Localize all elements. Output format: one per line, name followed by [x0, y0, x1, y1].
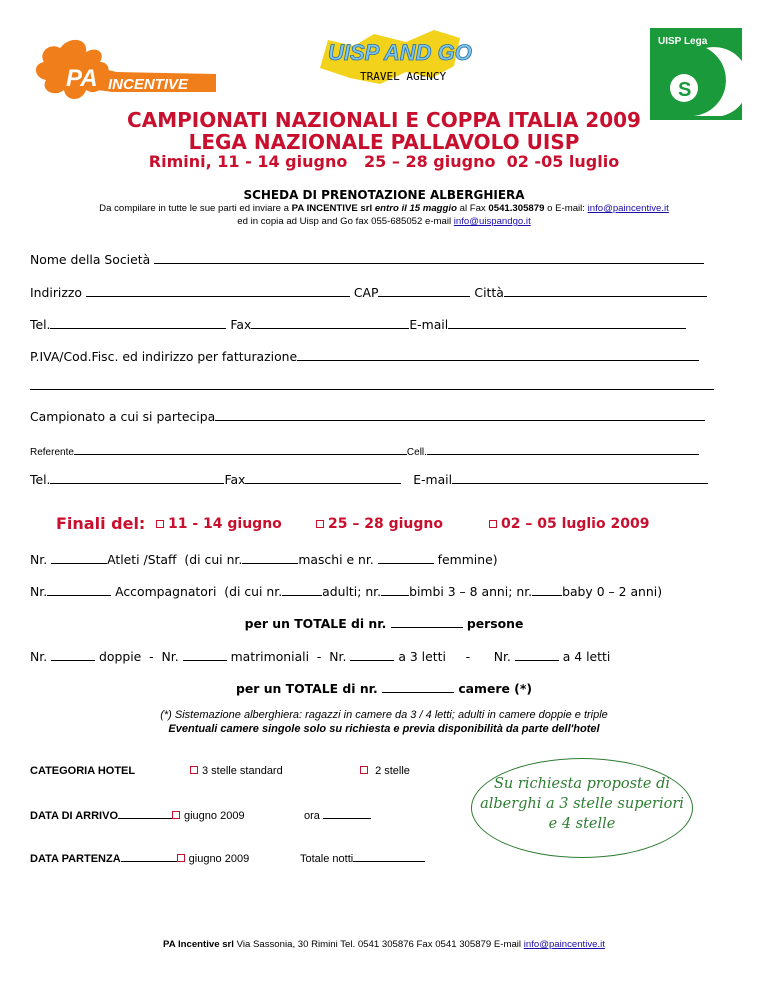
title-dates: Rimini, 11 - 14 giugno 25 – 28 giugno 02 -05 luglio [148, 152, 620, 171]
piva-field[interactable] [297, 348, 699, 361]
svg-text:UISP AND GO: UISP AND GO [328, 40, 472, 65]
uisp-and-go-logo [314, 24, 472, 94]
checkbox-icon[interactable] [172, 811, 180, 819]
campionato-field[interactable] [215, 408, 705, 421]
svg-text:UISP Lega: UISP Lega [658, 36, 708, 47]
title-line2: LEGA NAZIONALE PALLAVOLO UISP [188, 130, 580, 154]
campionato-row: Campionato a cui si partecipa [30, 408, 705, 424]
checkbox-icon[interactable] [489, 520, 497, 528]
uisp-lega-pallavolo-logo [650, 28, 747, 120]
indirizzo-field[interactable] [86, 284, 350, 297]
svg-text:Pallavolo: Pallavolo [722, 64, 747, 98]
accompagnatori-row: Nr. Accompagnatori (di cui nr. adulti; nr. bimbi 3 – 8 anni; nr. baby 0 – 2 anni) [30, 584, 663, 599]
cap-field[interactable] [378, 284, 470, 297]
giorno-partenza-field[interactable] [121, 851, 177, 862]
maschi-field[interactable] [242, 551, 298, 564]
finali-label: Finali del: [56, 514, 146, 533]
tel2-field[interactable] [50, 471, 224, 484]
finali-row [0, 514, 768, 538]
proposte-text: Su richiesta proposte di alberghi a 3 stelle superiori e 4 stelle [480, 776, 684, 832]
finali-option-2[interactable]: 25 – 28 giugno [316, 516, 443, 532]
checkbox-icon[interactable] [190, 766, 198, 774]
atleti-count-field[interactable] [51, 551, 107, 564]
ora-arrivo-field[interactable] [323, 808, 371, 819]
accompagnatori-count-field[interactable] [47, 583, 111, 596]
baby-field[interactable] [532, 583, 562, 596]
svg-text:PA: PA [66, 65, 98, 92]
checkbox-icon[interactable] [156, 520, 164, 528]
finali-option-3[interactable]: 02 – 05 luglio 2009 [489, 516, 649, 532]
fax-field[interactable] [251, 316, 409, 329]
footer: PA Incentive srl Via Sassonia, 30 Rimini Tel. 0541 305876 Fax 0541 305879 E-mail info@paincentive.it [163, 939, 605, 950]
svg-text:TRAVEL AGENCY: TRAVEL AGENCY [360, 70, 447, 83]
nota-singole: Eventuali camere singole solo su richiesta e previa disponibilità da parte dell'hotel [168, 723, 600, 735]
adulti-field[interactable] [282, 583, 322, 596]
totale-notti-field[interactable] [353, 851, 425, 862]
hotel-option-2-stelle[interactable]: 2 stelle [360, 765, 410, 777]
femmine-field[interactable] [378, 551, 434, 564]
referente-field[interactable] [74, 444, 407, 455]
data-partenza-row: DATA PARTENZA giugno 2009 Totale notti [30, 851, 249, 865]
pa-incentive-logo [26, 36, 218, 110]
checkbox-icon[interactable] [360, 766, 368, 774]
citta-field[interactable] [504, 284, 707, 297]
hotel-option-3-stelle[interactable]: 3 stelle standard [190, 765, 283, 777]
checkbox-icon[interactable] [316, 520, 324, 528]
instructions: Da compilare in tutte le sue parti ed inviare a PA INCENTIVE srl entro il 15 maggio al Fax 0541.305879 o E-mail: info@paincentive.it ed in copia ad Uisp and Go fax 055-685052 e-mail info@uispandgo.it [99, 203, 669, 227]
matrimoniali-field[interactable] [183, 648, 227, 661]
nota-sistemazione: (*) Sistemazione alberghiera: ragazzi in camere da 3 / 4 letti; adulti in camere doppie e triple [160, 709, 608, 721]
piva-row: P.IVA/Cod.Fisc. ed indirizzo per fatturazione [30, 348, 699, 364]
totale-persone-field[interactable] [391, 615, 463, 628]
giorno-arrivo-field[interactable] [118, 808, 172, 819]
referente-row: Referente Cell. [30, 444, 699, 458]
contatti-row-2: Tel. Fax E-mail [30, 471, 708, 487]
quattro-letti-field[interactable] [515, 648, 559, 661]
camere-row: Nr. doppie - Nr. matrimoniali - Nr. a 3 letti - Nr. a 4 letti [30, 649, 611, 664]
societa-row: Nome della Società [30, 251, 704, 267]
indirizzo-row: Indirizzo CAP Città [30, 284, 707, 300]
totale-persone: per un TOTALE di nr. persone [244, 616, 524, 631]
doppie-field[interactable] [51, 648, 95, 661]
tel-field[interactable] [50, 316, 226, 329]
contatti-row: Tel. Fax E-mail [30, 316, 686, 332]
email2-field[interactable] [452, 471, 708, 484]
svg-text:S: S [678, 79, 692, 101]
finali-option-1[interactable]: 11 - 14 giugno [156, 516, 282, 532]
societa-field[interactable] [154, 251, 704, 264]
email-link-uispandgo[interactable]: info@uispandgo.it [453, 216, 531, 227]
email-link-paincentive[interactable]: info@paincentive.it [587, 203, 669, 214]
atleti-row: Nr. Atleti /Staff (di cui nr. maschi e nr. femmine) [30, 552, 498, 567]
email-field[interactable] [448, 316, 686, 329]
form-heading: SCHEDA DI PRENOTAZIONE ALBERGHIERA [243, 188, 525, 202]
tre-letti-field[interactable] [350, 648, 394, 661]
checkbox-icon[interactable] [177, 854, 185, 862]
cell-field[interactable] [427, 444, 699, 455]
fatturazione-extra-line[interactable] [30, 388, 714, 390]
title-line1: CAMPIONATI NAZIONALI E COPPA ITALIA 2009 [127, 108, 641, 132]
totale-camere-field[interactable] [382, 680, 454, 693]
categoria-hotel-row: CATEGORIA HOTEL 3 stelle standard 2 stelle [30, 765, 410, 777]
svg-text:INCENTIVE: INCENTIVE [108, 76, 189, 93]
totale-camere: per un TOTALE di nr. camere (*) [236, 681, 532, 696]
bimbi-field[interactable] [381, 583, 409, 596]
data-arrivo-row: DATA DI ARRIVO giugno 2009 ora [30, 808, 245, 822]
fax2-field[interactable] [245, 471, 401, 484]
footer-email-link[interactable]: info@paincentive.it [523, 939, 605, 950]
